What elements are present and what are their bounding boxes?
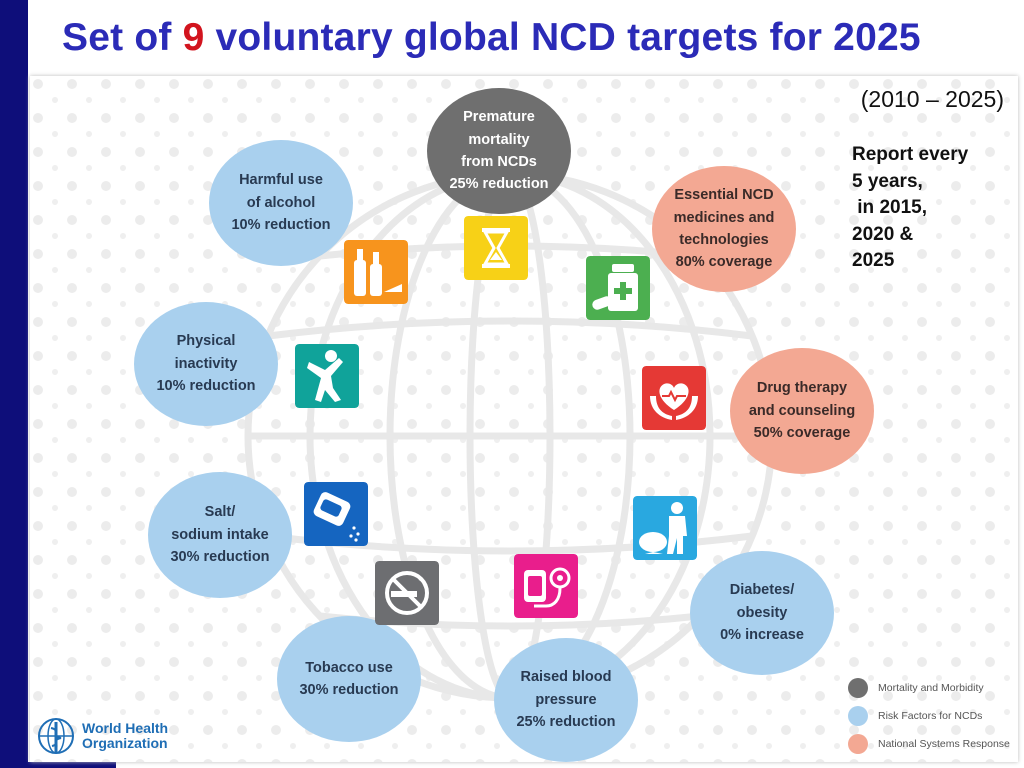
target-essential-medicines: Essential NCD medicines and technologies 80% coverage [652, 166, 796, 292]
legend-swatch-system [848, 734, 868, 754]
slide-title [62, 16, 921, 60]
blood-pressure-icon [514, 554, 578, 618]
slide-bottom-bar [0, 762, 116, 768]
legend-swatch-risk [848, 706, 868, 726]
title-suffix: voluntary global NCD targets for 2025 [204, 16, 921, 59]
no-smoking-icon [375, 561, 439, 625]
target-salt-intake: Salt/ sodium intake 30% reduction [148, 472, 292, 598]
salt-shaker-icon [304, 482, 368, 546]
legend [848, 674, 1010, 758]
who-emblem-icon [36, 716, 76, 756]
target-premature-mortality: Premature mortality from NCDs 25% reduction [427, 88, 571, 214]
bottles-icon [344, 240, 408, 304]
hourglass-icon [464, 216, 528, 280]
legend-item-mortality: Mortality and Morbidity [848, 674, 1010, 702]
running-person-icon [295, 344, 359, 408]
who-logo [36, 716, 168, 756]
title-prefix: Set of [62, 16, 183, 59]
title-number: 9 [182, 16, 205, 59]
target-physical-inactivity: Physical inactivity 10% reduction [134, 302, 278, 426]
legend-swatch-mortality [848, 678, 868, 698]
who-name: World Health Organization [82, 720, 169, 751]
target-diabetes-obesity: Diabetes/ obesity 0% increase [690, 551, 834, 675]
infographic-canvas [30, 76, 1018, 762]
period-label: (2010 – 2025) [860, 86, 1004, 112]
report-note: Report every 5 years, in 2015, 2020 & 2025 [852, 144, 969, 272]
target-drug-therapy: Drug therapy and counseling 50% coverage [730, 348, 874, 474]
legend-item-system: National Systems Response [848, 730, 1010, 758]
target-raised-blood-pressure: Raised blood pressure 25% reduction [494, 638, 638, 762]
medicine-bottle-icon [586, 256, 650, 320]
target-harmful-alcohol: Harmful use of alcohol 10% reduction [209, 140, 353, 266]
obesity-icon [633, 496, 697, 560]
heart-hands-icon [642, 366, 706, 430]
target-tobacco-use: Tobacco use 30% reduction [277, 616, 421, 742]
slide-sidebar-bar [0, 0, 28, 768]
legend-item-risk: Risk Factors for NCDs [848, 702, 1010, 730]
